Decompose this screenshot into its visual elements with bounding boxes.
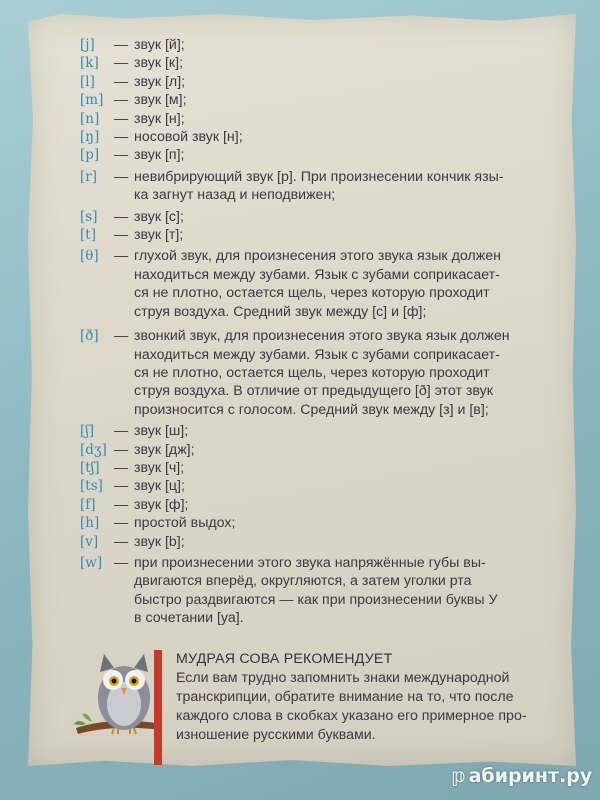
description-line: глухой звук, для произнесения этого звука язык должен: [134, 248, 501, 265]
watermark: [452, 765, 592, 787]
description-line: звук [с];: [134, 208, 184, 225]
entry-description: [134, 73, 560, 91]
entry-dash: —: [114, 496, 129, 513]
owl-tip: [176, 650, 576, 745]
transcription-symbol: [v]: [80, 533, 99, 550]
transcription-symbol: [r]: [80, 168, 97, 185]
owl-icon: [74, 640, 164, 750]
transcription-symbol: [m]: [80, 92, 104, 109]
entry-dash: —: [114, 147, 129, 164]
transcription-entry: [80, 226, 560, 244]
description-line: ся не плотно, остается щель, через которую проходит: [134, 364, 490, 381]
entry-dash: —: [114, 208, 129, 225]
transcription-entry: [80, 208, 560, 226]
transcription-symbol: [s]: [80, 208, 98, 225]
entry-description: [134, 496, 560, 514]
transcription-symbol: [l]: [80, 73, 95, 90]
entry-description: [134, 128, 560, 146]
transcription-symbol: [θ]: [80, 248, 99, 265]
transcription-symbol: [p]: [80, 147, 100, 164]
entry-dash: —: [114, 515, 129, 532]
description-line: находиться между зубами. Язык с зубами соприкасает-: [134, 266, 500, 283]
entry-description: [134, 146, 560, 164]
entry-description: [134, 36, 560, 54]
transcription-entry: [80, 128, 560, 146]
description-line: двигаются вперёд, округляются, а затем уголки рта: [134, 573, 472, 590]
description-line: звук [ц];: [134, 478, 185, 495]
entry-dash: —: [114, 554, 129, 571]
transcription-entry: [80, 247, 560, 321]
description-line: струя воздуха. В отличие от предыдущего [ð] этот звук: [134, 383, 493, 400]
entry-dash: —: [114, 459, 129, 476]
transcription-entry: [80, 459, 560, 477]
tip-line: изношение русскими буквами.: [176, 727, 376, 743]
transcription-symbol: [tʃ]: [80, 459, 100, 476]
description-line: в сочетании [уа].: [134, 610, 244, 627]
entry-description: [134, 422, 560, 440]
entry-dash: —: [114, 73, 129, 90]
transcription-entry: [80, 422, 560, 440]
entry-description: [134, 477, 560, 495]
entry-description: [134, 327, 560, 419]
entry-description: [134, 441, 560, 459]
entry-description: [134, 533, 560, 551]
owl-illustration: [74, 640, 164, 750]
transcription-list: [80, 36, 560, 628]
transcription-entry: [80, 327, 560, 419]
tip-title: МУДРАЯ СОВА РЕКОМЕНДУЕТ: [176, 651, 393, 667]
entry-dash: —: [114, 110, 129, 127]
entry-description: [134, 54, 560, 72]
entry-dash: —: [114, 533, 129, 550]
entry-dash: —: [114, 227, 129, 244]
transcription-entry: [80, 533, 560, 551]
description-line: носовой звук [н];: [134, 129, 243, 146]
tip-accent-bar: [154, 650, 162, 765]
transcription-symbol: [h]: [80, 515, 100, 532]
description-line: при произнесении этого звука напряжённые губы вы-: [134, 554, 486, 571]
entry-dash: —: [114, 478, 129, 495]
transcription-entry: [80, 514, 560, 532]
entry-dash: —: [114, 168, 129, 185]
entry-dash: —: [114, 441, 129, 458]
transcription-symbol: [k]: [80, 55, 99, 72]
description-line: звук [п];: [134, 147, 185, 164]
description-line: быстро раздвигаются — как при произнесении буквы У: [134, 591, 498, 608]
entry-dash: —: [114, 423, 129, 440]
entry-description: [134, 226, 560, 244]
transcription-symbol: [n]: [80, 110, 100, 127]
description-line: произносится с голосом. Средний звук между [з] и [в];: [134, 401, 489, 418]
transcription-entry: [80, 36, 560, 54]
transcription-entry: [80, 54, 560, 72]
entry-dash: —: [114, 37, 129, 53]
transcription-entry: [80, 73, 560, 91]
tip-line: транскрипции, обратите внимание на то, что после: [176, 689, 514, 705]
entry-dash: —: [114, 328, 129, 345]
description-line: звук [ч];: [134, 459, 185, 476]
description-line: звук [ш];: [134, 423, 189, 440]
watermark-text: абиринт.ру: [468, 765, 593, 787]
transcription-entry: [80, 496, 560, 514]
description-line: звук [ф];: [134, 496, 189, 513]
transcription-symbol: [t]: [80, 227, 96, 244]
description-line: звук [дж];: [134, 441, 195, 458]
entry-description: [134, 168, 560, 205]
tip-line: каждого слова в скобках указано его примерное про-: [176, 708, 527, 724]
transcription-symbol: [j]: [80, 37, 95, 53]
transcription-entry: [80, 441, 560, 459]
transcription-symbol: [f]: [80, 496, 96, 513]
entry-dash: —: [114, 129, 129, 146]
transcription-symbol: [ð]: [80, 328, 99, 345]
entry-dash: —: [114, 248, 129, 265]
description-line: невибрирующий звук [р]. При произнесении кончик язы-: [134, 168, 504, 185]
transcription-entry: [80, 146, 560, 164]
description-line: звук [к];: [134, 55, 184, 72]
entry-description: [134, 459, 560, 477]
entry-description: [134, 554, 560, 628]
description-line: звук [л];: [134, 73, 186, 90]
transcription-symbol: [ts]: [80, 478, 103, 495]
entry-description: [134, 91, 560, 109]
transcription-symbol: [w]: [80, 554, 103, 571]
transcription-entry: [80, 91, 560, 109]
transcription-entry: [80, 110, 560, 128]
labirint-logo-icon: 𝕡: [452, 765, 466, 787]
transcription-entry: [80, 554, 560, 628]
transcription-entry: [80, 168, 560, 205]
entry-dash: —: [114, 92, 129, 109]
description-line: ся не плотно, остается щель, через которую проходит: [134, 285, 490, 302]
entry-description: [134, 514, 560, 532]
description-line: звук [т];: [134, 227, 184, 244]
tip-line: Если вам трудно запомнить знаки международной: [176, 670, 510, 686]
description-line: простой выдох;: [134, 515, 236, 532]
description-line: звук [й];: [134, 37, 185, 53]
entry-dash: —: [114, 55, 129, 72]
transcription-symbol: [dʒ]: [80, 441, 107, 458]
description-line: звук [b];: [134, 533, 185, 550]
entry-description: [134, 110, 560, 128]
transcription-symbol: [ʃ]: [80, 423, 95, 440]
description-line: ка загнут назад и неподвижен;: [134, 187, 336, 204]
entry-description: [134, 247, 560, 321]
description-line: звонкий звук, для произнесения этого звука язык должен: [134, 328, 510, 345]
description-line: звук [н];: [134, 110, 185, 127]
description-line: находиться между зубами. Язык с зубами соприкасает-: [134, 346, 500, 363]
transcription-entry: [80, 477, 560, 495]
description-line: струя воздуха. Средний звук между [с] и [ф];: [134, 303, 427, 320]
entry-description: [134, 208, 560, 226]
description-line: звук [м];: [134, 92, 187, 109]
transcription-symbol: [ŋ]: [80, 129, 100, 146]
